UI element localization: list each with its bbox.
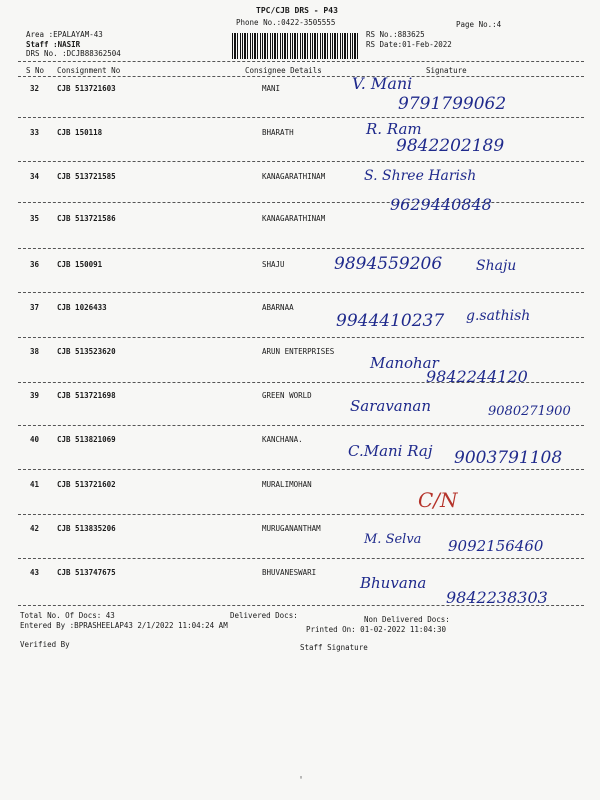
non-delivered-docs: Non Delivered Docs: — [364, 615, 450, 624]
page-number: Page No.:4 — [456, 20, 502, 29]
row-consignment: CJB 513747675 — [57, 568, 116, 577]
staff-signature: Staff Signature — [300, 643, 368, 652]
row-signature: S. Shree Harish — [364, 168, 477, 184]
col-header-consignee: Consignee Details — [245, 66, 322, 75]
row-phone-handwritten: 9791799062 — [398, 94, 507, 114]
row-consignee: KANAGARATHINAM — [262, 214, 326, 223]
divider — [18, 382, 584, 383]
row-consignee: BHARATH — [262, 128, 294, 137]
row-consignment: CJB 513821069 — [57, 435, 116, 444]
divider — [18, 292, 584, 293]
divider — [18, 337, 584, 338]
row-consignee: SHAJU — [262, 260, 285, 269]
row-signature: M. Selva — [364, 532, 422, 547]
row-phone-handwritten: 9842202189 — [396, 136, 505, 156]
row-signature: Shaju — [476, 258, 517, 274]
col-header-sno: S No — [26, 66, 45, 75]
row-consignee: GREEN WORLD — [262, 391, 312, 400]
row-consignment: CJB 513721586 — [57, 214, 116, 223]
row-phone-handwritten: 9842244120 — [426, 367, 528, 386]
row-consignment: CJB 513721585 — [57, 172, 116, 181]
col-header-signature: Signature — [426, 66, 467, 75]
row-signature: Bhuvana — [360, 574, 427, 592]
row-signature: C.Mani Raj — [348, 442, 433, 460]
row-sno: 34 — [30, 172, 40, 181]
row-sno: 42 — [30, 524, 40, 533]
row-status-handwritten: C/N — [418, 488, 458, 512]
row-signature: R. Ram — [366, 120, 422, 138]
row-sno: 38 — [30, 347, 40, 356]
row-phone-handwritten: 9080271900 — [488, 404, 571, 419]
row-sno: 43 — [30, 568, 40, 577]
row-consignee: KANCHANA. — [262, 435, 303, 444]
row-consignment: CJB 513721602 — [57, 480, 116, 489]
printed-on: Printed On: 01-02-2022 11:04:30 — [306, 625, 446, 634]
row-consignment: CJB 513721698 — [57, 391, 116, 400]
row-sno: 37 — [30, 303, 40, 312]
divider — [18, 425, 584, 426]
total-docs: Total No. Of Docs: 43 — [20, 611, 115, 620]
row-consignment: CJB 150118 — [57, 128, 103, 137]
staff-label: Staff :NASIR — [26, 40, 81, 49]
row-sno: 32 — [30, 84, 40, 93]
divider — [18, 61, 584, 62]
row-sno: 35 — [30, 214, 40, 223]
row-sno: 41 — [30, 480, 40, 489]
divider — [18, 117, 584, 118]
divider — [18, 469, 584, 470]
row-signature: Manohar — [370, 354, 439, 372]
row-consignee: ARUN ENTERPRISES — [262, 347, 335, 356]
row-consignee: MANI — [262, 84, 281, 93]
row-consignment: CJB 513721603 — [57, 84, 116, 93]
row-phone-handwritten: 9092156460 — [448, 537, 544, 555]
row-phone-handwritten: 9944410237 — [336, 311, 445, 331]
row-signature: V. Mani — [352, 74, 413, 93]
row-sno: 40 — [30, 435, 40, 444]
row-phone-handwritten: 9842238303 — [446, 588, 548, 607]
divider — [18, 248, 584, 249]
row-signature: Saravanan — [350, 397, 432, 415]
row-phone-handwritten: 9629440848 — [390, 195, 492, 214]
row-consignee: KANAGARATHINAM — [262, 172, 326, 181]
verified-by: Verified By — [20, 640, 70, 649]
col-header-consignment: Consignment No — [57, 66, 121, 75]
row-consignee: ABARNAA — [262, 303, 294, 312]
divider — [18, 558, 584, 559]
scan-mark: ' — [298, 775, 305, 786]
divider — [18, 161, 584, 162]
row-consignment: CJB 513835206 — [57, 524, 116, 533]
row-sno: 36 — [30, 260, 40, 269]
phone-number: Phone No.:0422-3505555 — [236, 18, 336, 27]
divider — [18, 514, 584, 515]
row-signature: g.sathish — [466, 308, 531, 324]
divider — [18, 76, 584, 77]
rs-number: RS No.:883625 — [366, 30, 425, 39]
delivered-docs: Delivered Docs: — [230, 611, 298, 620]
drs-number: DRS No. :DCJB88362504 — [26, 49, 121, 58]
row-phone-handwritten: 9003791108 — [454, 448, 563, 468]
row-consignee: BHUVANESWARI — [262, 568, 317, 577]
divider — [18, 605, 584, 606]
row-sno: 39 — [30, 391, 40, 400]
row-consignee: MURALIMOHAN — [262, 480, 312, 489]
row-consignment: CJB 1026433 — [57, 303, 107, 312]
row-phone-handwritten: 9894559206 — [334, 254, 443, 274]
document-title: TPC/CJB DRS - P43 — [256, 6, 338, 15]
row-consignment: CJB 513523620 — [57, 347, 116, 356]
row-consignment: CJB 150091 — [57, 260, 103, 269]
divider — [18, 202, 584, 203]
barcode — [232, 33, 358, 59]
entered-by: Entered By :BPRASHEELAP43 2/1/2022 11:04:24 AM — [20, 621, 228, 630]
rs-date: RS Date:01-Feb-2022 — [366, 40, 452, 49]
row-consignee: MURUGANANTHAM — [262, 524, 321, 533]
area-label: Area :EPALAYAM-43 — [26, 30, 103, 39]
row-sno: 33 — [30, 128, 40, 137]
